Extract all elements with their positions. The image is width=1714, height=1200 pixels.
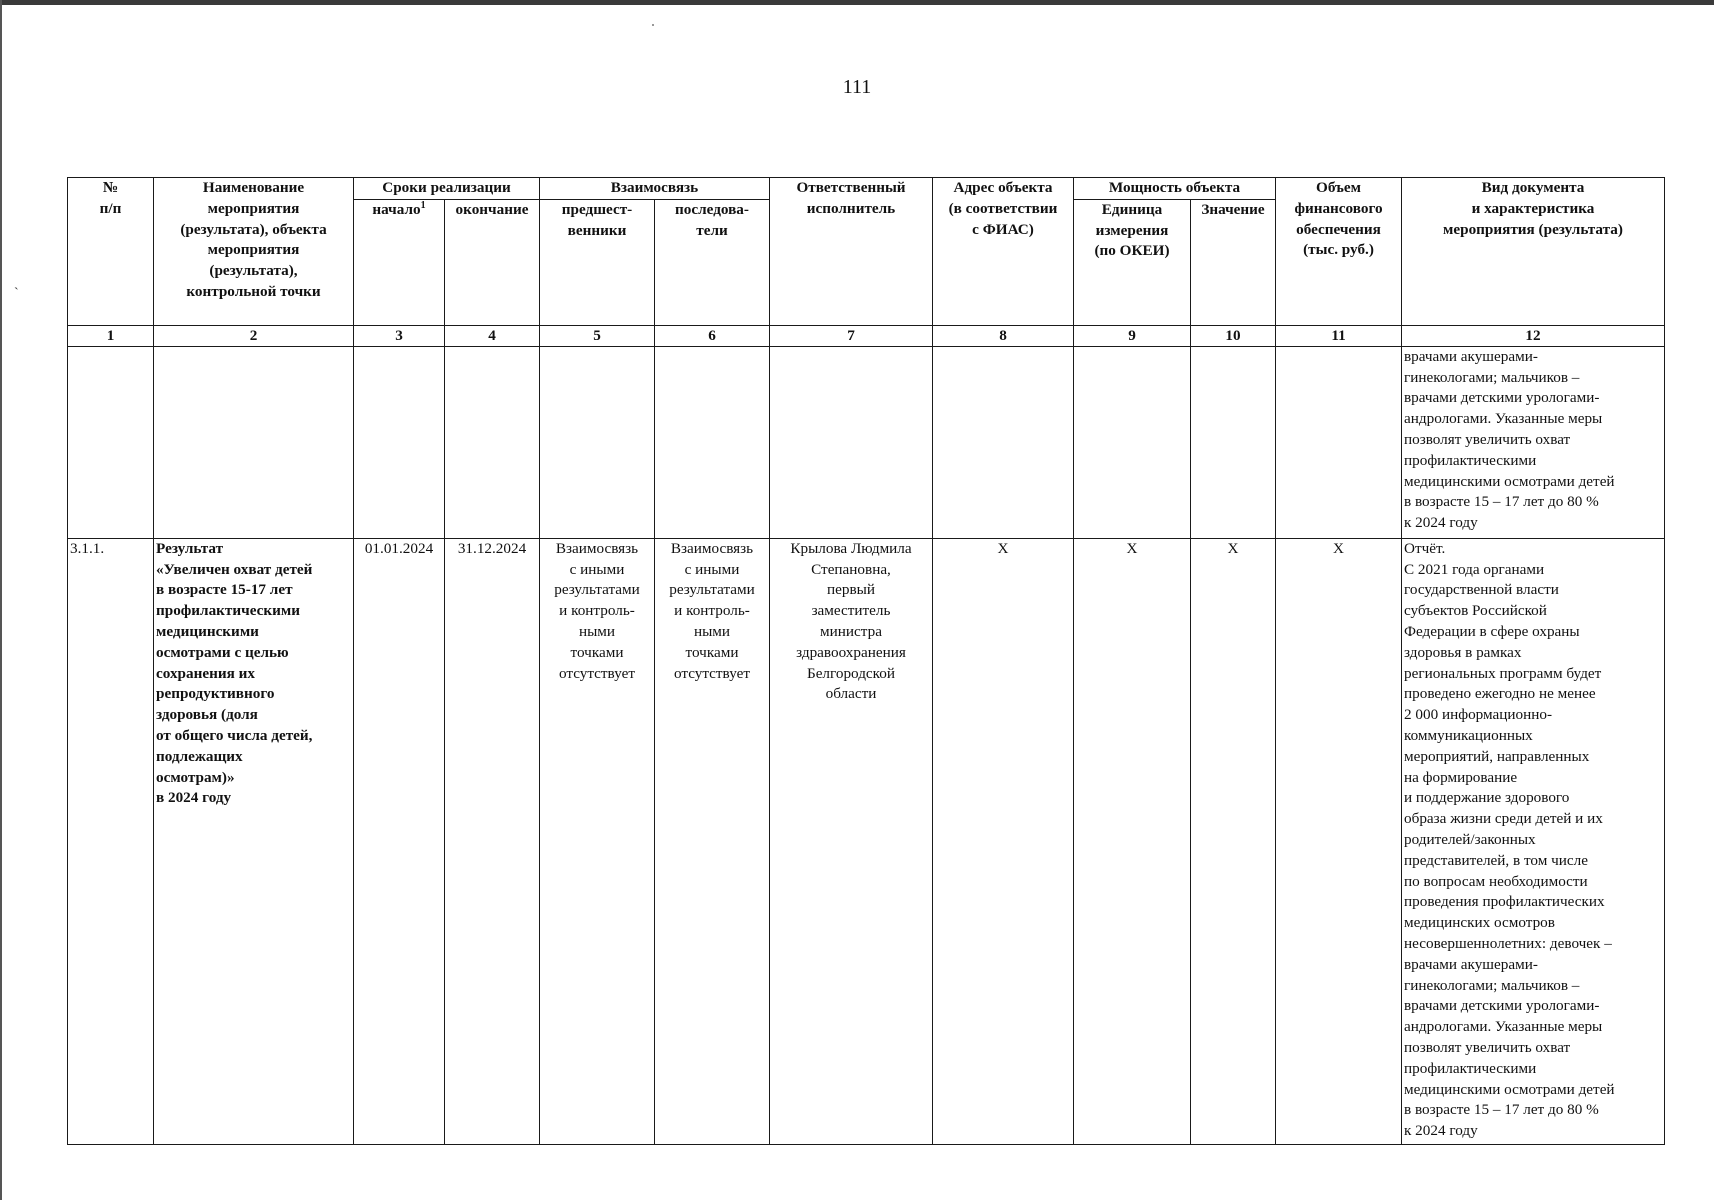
document-description-continued: врачами акушерами- гинекологами; мальчиков – врачами детскими урологами- андрологами. Указанные меры позволят увеличить охват профилактическими медицинскими осмотрами детей в возрасте 15 – 17 лет до 80 % к 2024 году bbox=[1402, 346, 1665, 538]
header-funding: Объем финансового обеспечения (тыс. руб.) bbox=[1276, 178, 1402, 326]
column-number: 8 bbox=[933, 325, 1074, 346]
column-number: 5 bbox=[540, 325, 655, 346]
column-number: 10 bbox=[1191, 325, 1276, 346]
table-cell bbox=[1191, 346, 1276, 538]
table-cell bbox=[655, 346, 770, 538]
column-number: 1 bbox=[68, 325, 154, 346]
scan-speck bbox=[652, 24, 654, 26]
column-number: 12 bbox=[1402, 325, 1665, 346]
table-cell bbox=[1276, 346, 1402, 538]
responsible-person: Крылова Людмила Степановна, первый заместитель министра здравоохранения Белгородской области bbox=[770, 538, 933, 1144]
header-start: начало$^1$ bbox=[354, 199, 445, 325]
header-value: Значение bbox=[1191, 199, 1276, 325]
header-deadlines: Сроки реализации bbox=[354, 178, 540, 200]
document-description: Отчёт. С 2021 года органами государственной власти субъектов Российской Федерации в сфере охраны здоровья в рамках региональных программ будет проведено ежегодно не менее 2 000 информационно- коммуникационных мероприятий, направленных на формирование и поддержание здорового образа жизни среди детей и их родителей/законных представителей, в том числе по вопросам необходимости проведения профилактических медицинских осмотров несовершеннолетних: девочек – врачами акушерами- гинекологами; мальчиков – врачами детскими урологами- андрологами. Указанные меры позволят увеличить охват профилактическими медицинскими осмотрами детей в возрасте 15 – 17 лет до 80 % к 2024 году bbox=[1402, 538, 1665, 1144]
column-number: 3 bbox=[354, 325, 445, 346]
table-cell bbox=[540, 346, 655, 538]
header-end: окончание bbox=[445, 199, 540, 325]
funding-amount: Х bbox=[1276, 538, 1402, 1144]
column-number: 4 bbox=[445, 325, 540, 346]
table-cell bbox=[770, 346, 933, 538]
header-capacity: Мощность объекта bbox=[1074, 178, 1276, 200]
table-row-3-1-1 bbox=[68, 538, 1665, 1144]
scan-edge-top bbox=[0, 0, 1714, 5]
end-date: 31.12.2024 bbox=[445, 538, 540, 1144]
header-unit: Единица измерения (по ОКЕИ) bbox=[1074, 199, 1191, 325]
table-cell bbox=[445, 346, 540, 538]
header-responsible: Ответственный исполнитель bbox=[770, 178, 933, 326]
table-cell bbox=[1074, 346, 1191, 538]
header-successors: последова- тели bbox=[655, 199, 770, 325]
header-relationship: Взаимосвязь bbox=[540, 178, 770, 200]
column-number: 11 bbox=[1276, 325, 1402, 346]
column-number: 6 bbox=[655, 325, 770, 346]
table-cell bbox=[154, 346, 354, 538]
unit-of-measure: Х bbox=[1074, 538, 1191, 1144]
object-address: Х bbox=[933, 538, 1074, 1144]
measures-table bbox=[67, 177, 1665, 1145]
column-number: 2 bbox=[154, 325, 354, 346]
header-number: № п/п bbox=[68, 178, 154, 326]
result-name: Результат «Увеличен охват детей в возрасте 15-17 лет профилактическими медицинскими осмотрами с целью сохранения их репродуктивного здоровья (доля от общего числа детей, подлежащих осмотрам)» в 2024 году bbox=[154, 538, 354, 1144]
header-address: Адрес объекта (в соответствии с ФИАС) bbox=[933, 178, 1074, 326]
column-number: 7 bbox=[770, 325, 933, 346]
margin-mark: ` bbox=[14, 286, 19, 301]
header-document: Вид документа и характеристика мероприятия (результата) bbox=[1402, 178, 1665, 326]
start-date: 01.01.2024 bbox=[354, 538, 445, 1144]
scan-edge-left bbox=[0, 0, 2, 1200]
header-name: Наименование мероприятия (результата), объекта мероприятия (результата), контрольной точки bbox=[154, 178, 354, 326]
capacity-value: Х bbox=[1191, 538, 1276, 1144]
table-cell bbox=[933, 346, 1074, 538]
predecessors: Взаимосвязь с иными результатами и контроль- ными точками отсутствует bbox=[540, 538, 655, 1144]
page-number: 111 bbox=[842, 76, 872, 98]
successors: Взаимосвязь с иными результатами и контроль- ными точками отсутствует bbox=[655, 538, 770, 1144]
table-cell bbox=[354, 346, 445, 538]
header-predecessors: предшест- венники bbox=[540, 199, 655, 325]
table-cell bbox=[68, 346, 154, 538]
column-number: 9 bbox=[1074, 325, 1191, 346]
row-number: 3.1.1. bbox=[68, 538, 154, 1144]
table-row-continued bbox=[68, 346, 1665, 538]
